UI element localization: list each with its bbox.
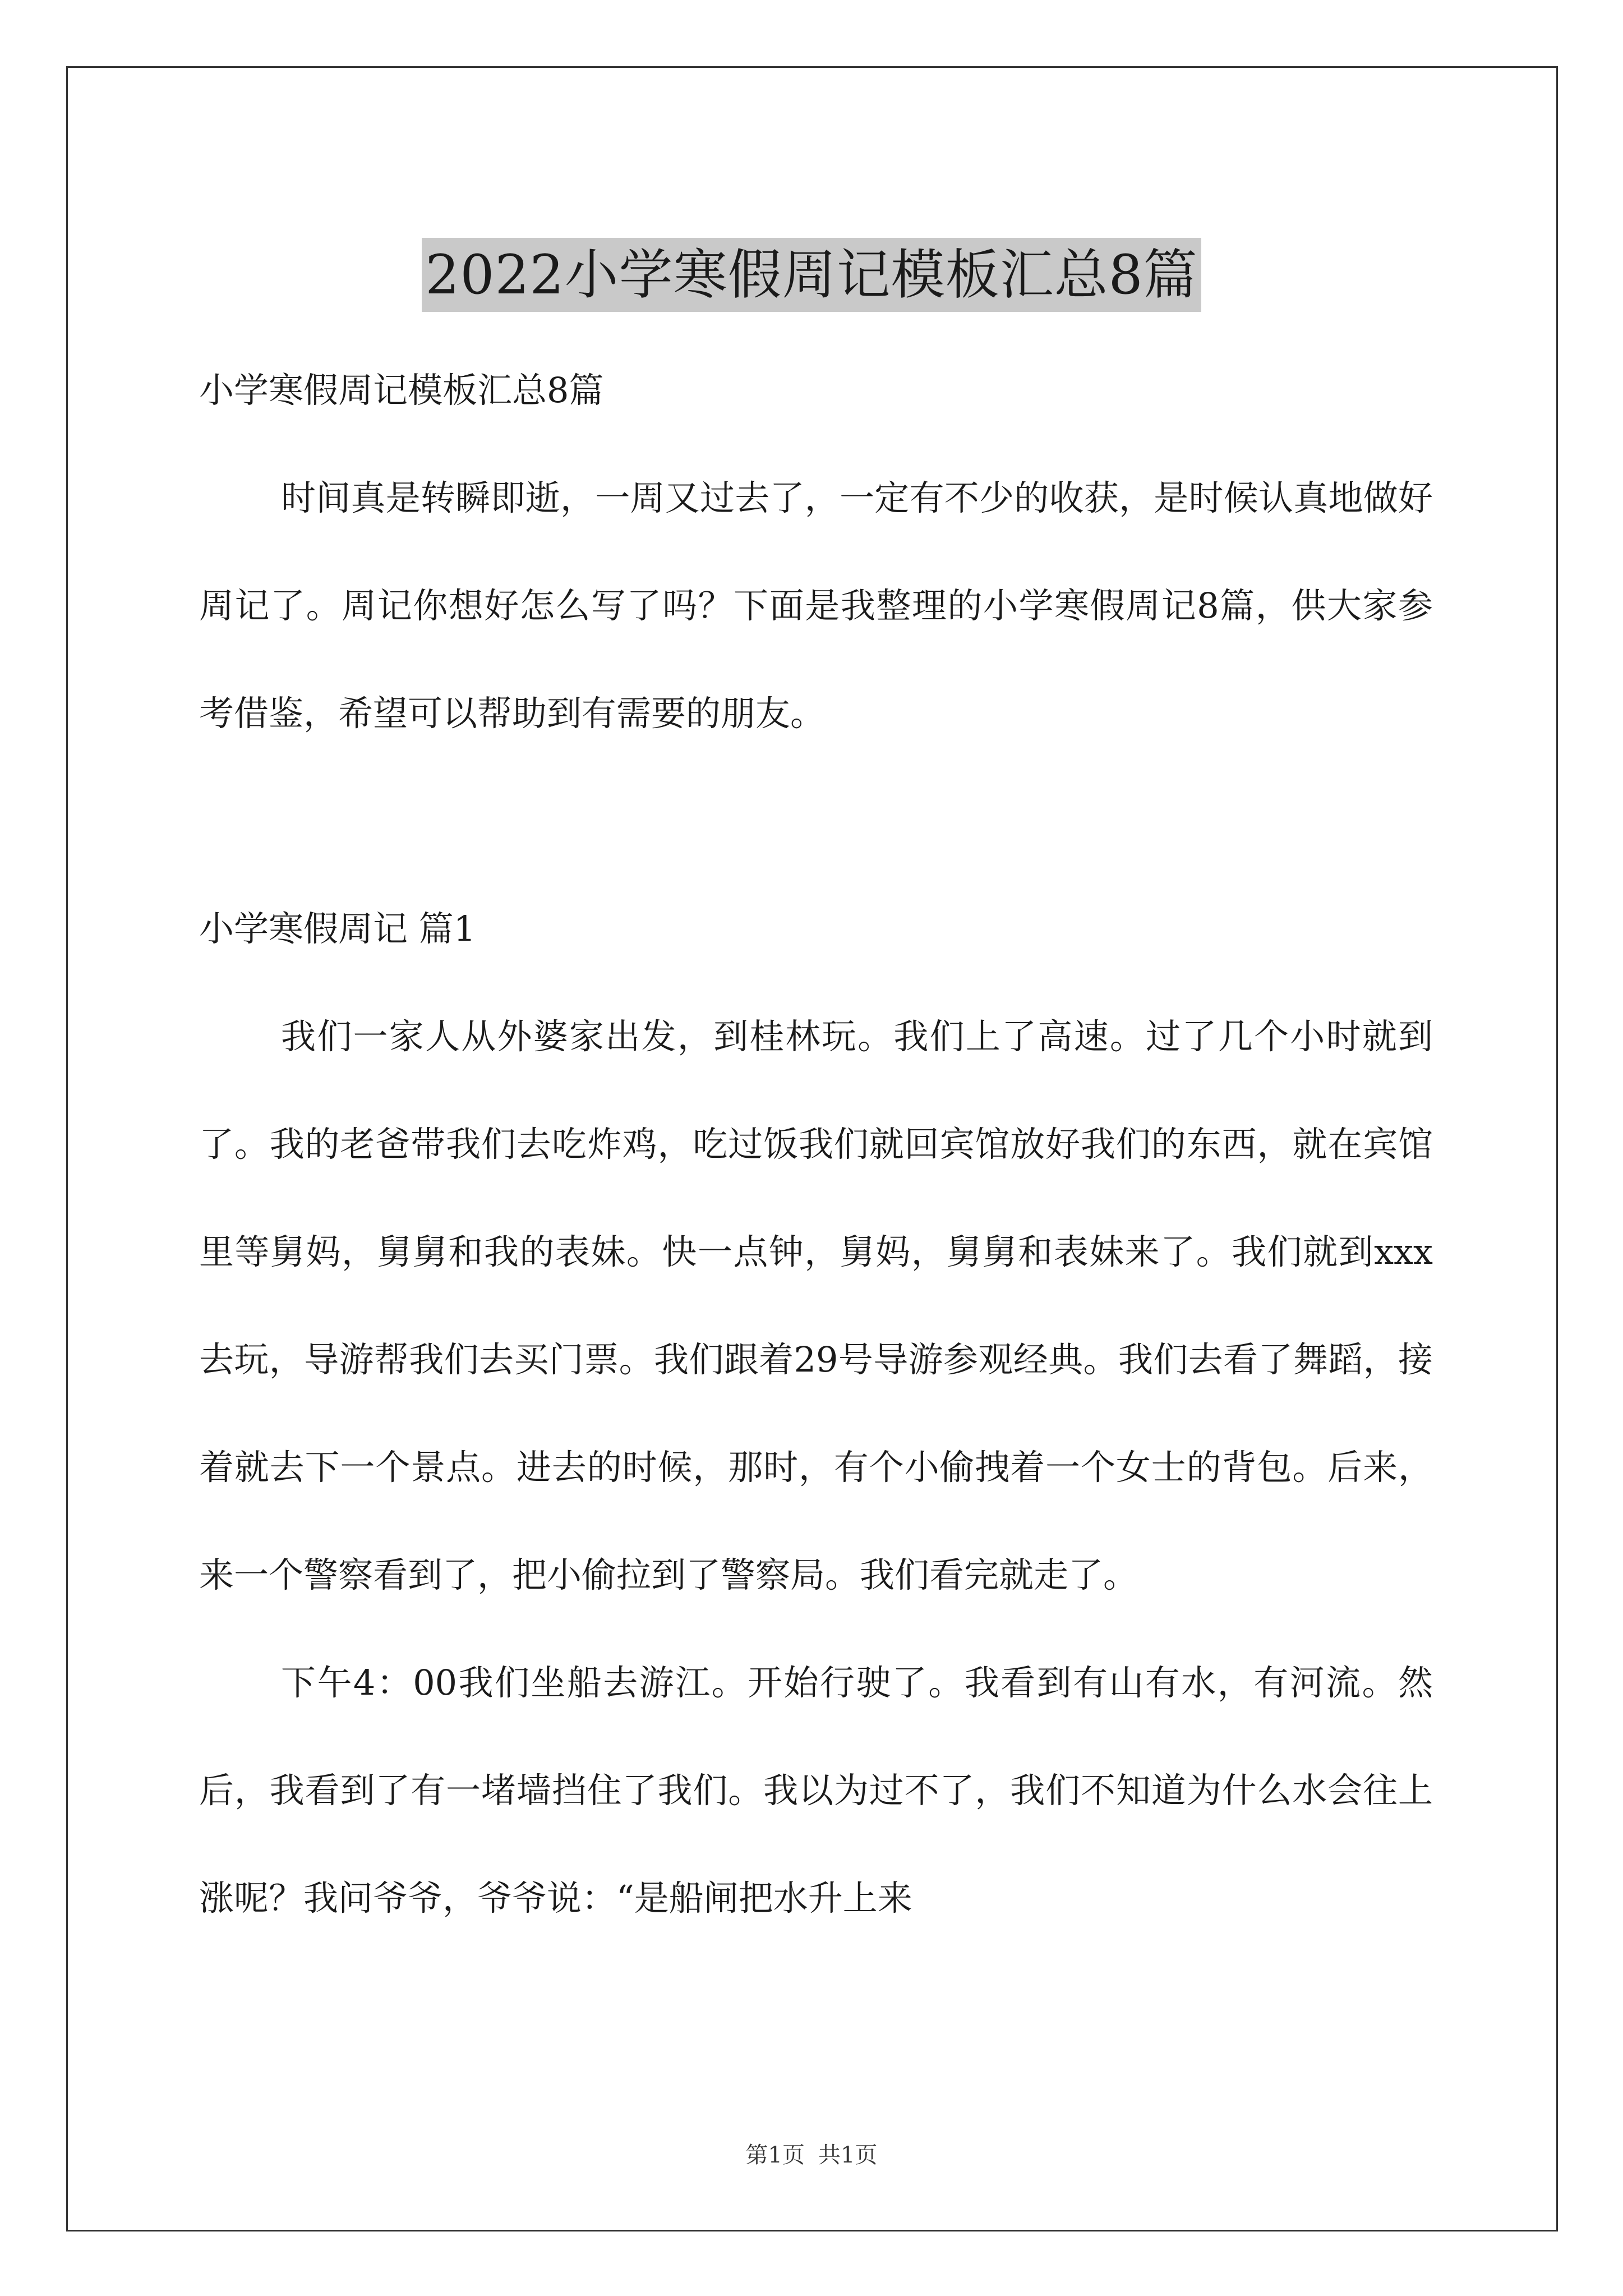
- title-container: [0, 202, 1623, 348]
- section-heading: 小学寒假周记 篇1: [199, 908, 476, 949]
- page-number: 第1页: [745, 2142, 805, 2168]
- section-spacer: [199, 767, 1433, 875]
- document-subtitle: 小学寒假周记模板汇总8篇: [199, 370, 604, 411]
- document-body: [199, 337, 1433, 1952]
- document-title: 2022小学寒假周记模板汇总8篇: [422, 238, 1201, 312]
- page-footer: [0, 2137, 1623, 2169]
- intro-paragraph: 时间真是转瞬即逝，一周又过去了，一定有不少的收获，是时候认真地做好周记了。周记你想好怎么写了吗？下面是我整理的小学寒假周记8篇，供大家参考借鉴，希望可以帮助到有需要的朋友。: [199, 477, 1433, 734]
- body-paragraph: 我们一家人从外婆家出发，到桂林玩。我们上了高速。过了几个小时就到了。我的老爸带我们去吃炸鸡，吃过饭我们就回宾馆放好我们的东西，就在宾馆里等舅妈，舅舅和我的表妹。快一点钟，舅妈，舅舅和表妹来了。我们就到xxx去玩，导游帮我们去买门票。我们跟着29号导游参观经典。我们去看了舞蹈，接着就去下一个景点。进去的时候，那时，有个小偷拽着一个女士的背包。后来，来一个警察看到了，把小偷拉到了警察局。我们看完就走了。: [199, 1016, 1433, 1595]
- page-total: 共1页: [818, 2142, 878, 2168]
- body-paragraph: 下午4：00我们坐船去游江。开始行驶了。我看到有山有水，有河流。然后，我看到了有一堵墙挡住了我们。我以为过不了，我们不知道为什么水会往上涨呢？我问爷爷，爷爷说：“是船闸把水升上来: [199, 1662, 1433, 1918]
